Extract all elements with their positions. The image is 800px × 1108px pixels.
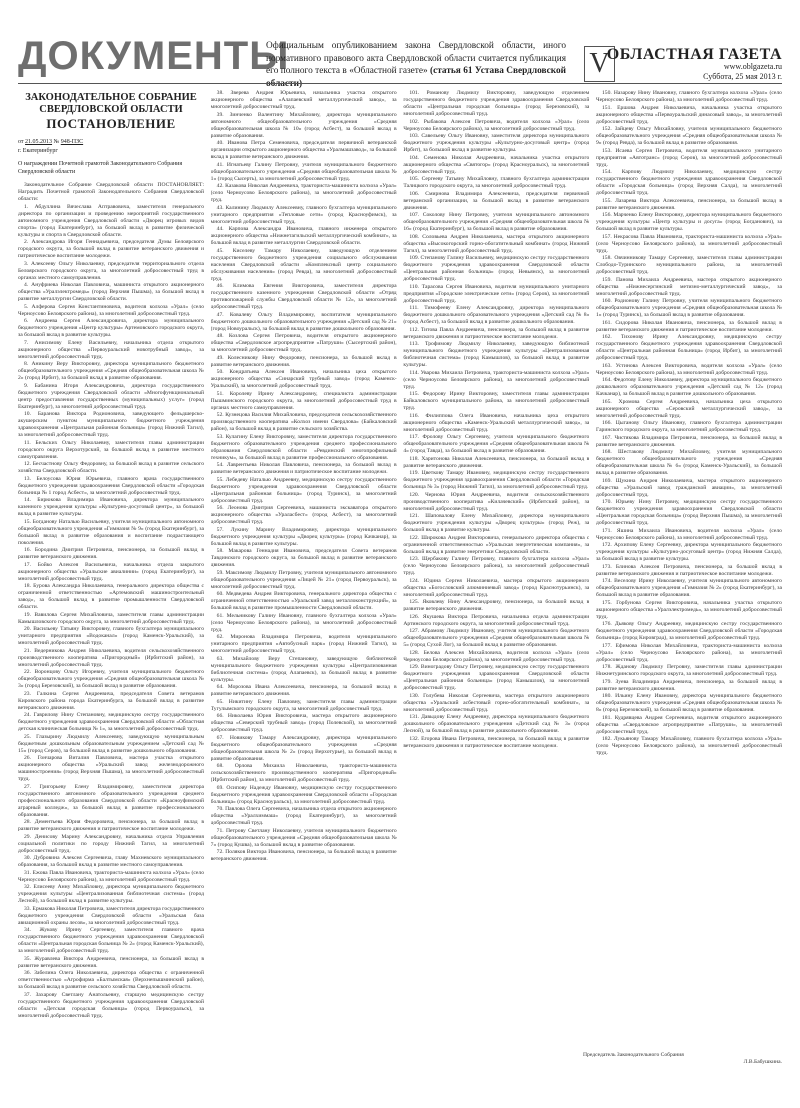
award-entry: 31. Ежова Павла Ивановича, тракториста-машиниста колхоза «Урал» (село Черноусово Белоярского района), за многолетний добросовестный труд. [18, 869, 204, 883]
award-entry: 177. Ефимова Николая Михайловича, тракториста-машиниста колхоза «Урал» (село Черноусово Белоярского района), за многолетний добросовестный труд. [595, 642, 782, 663]
award-entry: 24. Гаврилову Нину Степановну, медицинскую сестру государственного бюджетного учреждения здравоохранения Свердловской области «Областная детская клиническая больница № 1», за многолетний добросовестный труд. [18, 712, 204, 732]
award-entry: 18. Бурова Александра Николаевича, генерального директора общества с ограниченной ответственностью «Артемовский машиностроительный завод», за большой вклад в развитие промышленности Свердловской области. [18, 583, 204, 610]
award-entry: 28. Дементьева Юрия Федоровича, пенсионера, за большой вклад в развитие ветеранского движения и патриотическое воспитание молодежи. [18, 819, 204, 832]
award-entry: 113. Трофимову Людмилу Николаевну, заведующую библиотекой муниципального бюджетного учреждения культуры «Централизованная библиотечная система» (город Камышлов), за большой вклад в развитие культуры. [403, 341, 590, 368]
page-header [0, 0, 800, 82]
award-entry: 1. Абдуллина Вячеслава Аптравовича, заместителя генерального директора по организации и проведению мероприятий государственного автономного учреждения Свердловской области «Дворец игровых видов спорта» (город Екатеринбург), за большой вклад в развитие физической культуры и спорта в Свердловской области. [18, 203, 204, 238]
column-3 [403, 90, 589, 1074]
award-entry: 39. Зинченко Валентину Михайловну, директора муниципального автономного общеобразовательного учреждения «Средняя общеобразовательная школа № 10» (город Асбест), за большой вклад в развитие образования. [210, 111, 397, 139]
award-entry: 154. Карпову Людмилу Николаевну, медицинскую сестру государственного бюджетного учреждения здравоохранения Свердловской области «Городская больница» (город Верхняя Салда), за многолетний добросовестный труд. [595, 169, 782, 196]
award-entry: 20. Васильеву Татьяну Викторовну, главного бухгалтера муниципального унитарного предприятия «Водоканал» (город Каменск-Уральский), за многолетний добросовестный труд. [18, 626, 204, 646]
award-entry: 71. Петрову Светлану Николаевну, учителя муниципального бюджетного общеобразовательного учреждения «Средняя общеобразовательная школа № 7» (город Кушва), за большой вклад в развитие образования. [210, 827, 397, 848]
award-entry: 170. Юрьеву Нину Петровну, медицинскую сестру государственного бюджетного учреждения здравоохранения Свердловской области «Центральная городская больница» (город Верхняя Пышма), за многолетний добросовестный труд. [595, 499, 782, 526]
award-entry: 52. Кузнецова Василия Михайловича, председателя сельскохозяйственного производственного кооператива «Колхоз имени Свердлова» (Байкаловский район), за большой вклад в развитие сельского хозяйства. [210, 412, 397, 432]
award-entry: 55. Лебедеву Наталью Андреевну, медицинскую сестру государственного бюджетного учреждения здравоохранения Свердловской области «Центральная районная больница» (город Туринск), за многолетний добросовестный труд. [210, 476, 397, 504]
award-entry: 167. Чистякова Владимира Петровича, пенсионера, за большой вклад в развитие ветеранского движения. [595, 434, 782, 448]
award-entry: 58. Макарова Геннадия Ивановича, председателя Совета ветеранов Тавдинского городского округа, за большой вклад в развитие ветеранского движения. [210, 548, 397, 568]
award-entry: 38. Зверева Андрея Юрьевича, начальника участка открытого акционерного общества «Алапаевский металлургический завод», за многолетний добросовестный труд. [210, 90, 397, 110]
award-entry: 12. Бесчастнову Ольгу Федоровну, за большой вклад в развитие сельского хозяйства Свердловской области. [18, 461, 204, 474]
award-entry: 123. Щербакову Галину Петровну, главного бухгалтера колхоза «Урал» (село Черноусово Белоярского района), за многолетний добросовестный труд. [403, 556, 590, 576]
signature-block [583, 1052, 782, 1065]
award-entry: 8. Аникину Веру Викторовну, директора муниципального бюджетного общеобразовательного учреждения «Средняя общеобразовательная школа № 2» (город Ирбит), за большой вклад в развитие образования. [18, 361, 204, 381]
award-entry: 62. Миронова Владимира Петровича, водителя муниципального унитарного предприятия «Автобусный парк» (город Нижний Тагил), за многолетний добросовестный труд. [210, 634, 397, 654]
award-entry: 34. Жукову Ирину Сергеевну, заместителя главного врача государственного бюджетного учреждения здравоохранения Свердловской области «Центральная городская больница № 2» (город Каменск-Уральский), за многолетний добросовестный труд. [18, 927, 204, 954]
award-entry: 56. Леонова Дмитрия Сергеевича, машиниста экскаватора открытого акционерного общества «Ураласбест» (город Асбест), за многолетний добросовестный труд. [210, 505, 397, 525]
signature-name: Л.В.Бабушкина. [743, 1059, 782, 1065]
award-entry: 156. Марченко Елену Викторовну, директора муниципального бюджетного учреждения культуры «Центр культуры и досуга» (город Богданович), за большой вклад в развитие культуры. [595, 212, 782, 232]
award-entry: 64. Морозова Ивана Алексеевича, пенсионера, за большой вклад в развитие ветеранского движения. [210, 684, 397, 697]
award-entry: 120. Чернова Юрия Андреевича, водителя сельскохозяйственного производственного кооператива «Килачевский» (Ирбитский район), за многолетний добросовестный труд. [403, 491, 590, 512]
signature-role: Председатель Законодательного Собрания [583, 1052, 684, 1058]
award-entry: 35. Журавлева Виктора Андреевича, пенсионера, за большой вклад в развитие ветеранского движения. [18, 955, 204, 969]
award-entry: 68. Орлова Михаила Николаевича, тракториста-машиниста сельскохозяйственного производственного кооператива «Пригородный» (Ирбитский район), за многолетний добросовестный труд. [210, 763, 397, 783]
award-entry: 101. Романову Людмилу Викторовну, заведующую отделением государственного бюджетного учреждения здравоохранения Свердловской области «Центральная городская больница» (город Березовский), за многолетний добросовестный труд. [403, 90, 590, 117]
award-entry: 45. Киселеву Тамару Николаевну, заведующую отделением государственного бюджетного учреждения социального обслуживания населения Свердловской области «Комплексный центр социального обслуживания населения» (город Ревда), за многолетний добросовестный труд. [210, 247, 397, 282]
law-date-line [18, 138, 204, 146]
award-entry: 51. Королеву Ирину Александровну, специалиста администрации Пышминского городского округа, за многолетний добросовестный труд в органах местного самоуправления. [210, 390, 397, 411]
award-entry: 180. Ильину Елену Ивановну, директора муниципального бюджетного общеобразовательного учреждения «Средняя общеобразовательная школа № 8» (город Березовский), за большой вклад в развитие образования. [595, 693, 782, 713]
award-entry: 162. Тихонову Ирину Александровну, медицинскую сестру государственного бюджетного учреждения здравоохранения Свердловской области «Центральная районная больница» (город Ирбит), за многолетний добросовестный труд. [595, 334, 782, 361]
header-divider [18, 83, 782, 84]
award-entry: 7. Анисимову Елену Васильевну, начальника отдела открытого акционерного общества «Первоуральский новотрубный завод», за многолетний добросовестный труд. [18, 339, 204, 360]
award-entry: 32. Елисееву Анну Михайловну, директора муниципального бюджетного учреждения культуры «Централизованная библиотечная система» (город Лесной), за большой вклад в развитие культуры. [18, 884, 204, 904]
award-entry: 157. Некрасова Павла Ивановича, тракториста-машиниста колхоза «Урал» (село Черноусово Белоярского района), за многолетний добросовестный труд. [595, 233, 782, 254]
award-entry: 110. Тарасова Сергея Ивановича, водителя муниципального унитарного предприятия «Городские электрические сети» (город Серов), за многолетний добросовестный труд. [403, 283, 590, 304]
number-prefix: № [53, 139, 60, 145]
award-entry: 125. Яковлеву Нину Александровну, пенсионера, за большой вклад в развитие ветеранского движения. [403, 599, 590, 612]
award-entry: 166. Цыганову Ольгу Ивановну, главного бухгалтера администрации Гаринского городского округа, за многолетний добросовестный труд. [595, 420, 782, 433]
award-entry: 174. Веселову Ирину Николаевну, учителя муниципального автономного общеобразовательного учреждения «Гимназия № 2» (город Екатеринбург), за большой вклад в развитие образования. [595, 578, 782, 598]
date-prefix: от [18, 139, 24, 145]
award-entry: 121. Шаповалову Елену Михайловну, директора муниципального бюджетного учреждения культуры «Дворец культуры» (город Реж), за большой вклад в развитие культуры. [403, 513, 590, 533]
award-entry: 152. Зайцеву Ольгу Михайловну, учителя муниципального бюджетного общеобразовательного учреждения «Средняя общеобразовательная школа № 9» (город Ревда), за большой вклад в развитие образования. [595, 126, 782, 146]
award-entry: 41. Игнатьеву Галину Петровну, учителя муниципального бюджетного общеобразовательного учреждения «Средняя общеобразовательная школа № 1» (город Сысерть), за многолетний добросовестный труд. [210, 161, 397, 182]
award-entry: 16. Бородина Дмитрия Петровича, пенсионера, за большой вклад в развитие ветеранского движения. [18, 547, 204, 560]
award-entry: 27. Григорьеву Елену Владимировну, заместителя директора государственного автономного образовательного учреждения среднего профессионального образования Свердловской области «Красноуфимский аграрный колледж», за большой вклад в развитие профессионального образования. [18, 783, 204, 818]
award-entry: 163. Устинова Алексея Викторовича, водителя колхоза «Урал» (село Черноусово Белоярского района), за многолетний добросовестный труд. [595, 362, 782, 376]
award-entry: 131. Давыдову Елену Андреевну, директора муниципального бюджетного дошкольного образовательного учреждения «Детский сад № 3» (город Лесной), за большой вклад в развитие дошкольного образования. [403, 714, 590, 734]
award-entry: 15. Богданову Наталью Васильевну, учителя муниципального автономного общеобразовательного учреждения «Гимназия № 9» (город Екатеринбург), за большой вклад в развитие образования и воспитание подрастающего поколения. [18, 518, 204, 546]
award-entry: 59. Максимову Людмилу Петровну, учителя муниципального автономного общеобразовательного учреждения «Лицей № 21» (город Первоуральск), за многолетний добросовестный труд. [210, 569, 397, 590]
award-entry: 40. Иванова Петра Семеновича, председателя первичной ветеранской организации открытого акционерного общества «Уралмашзавод», за большой вклад в развитие ветеранского движения. [210, 140, 397, 160]
award-entry: 48. Козлова Сергея Петровича, водителя открытого акционерного общества «Свердловское агропредприятие «Патруши» (Сысертский район), за многолетний добросовестный труд. [210, 333, 397, 353]
newspaper-name: ОБЛАСТНАЯ ГАЗЕТА [606, 46, 782, 63]
award-entry: 22. Воронцову Ольгу Игоревну, учителя муниципального бюджетного общеобразовательного учреждения «Средняя общеобразовательная школа № 3» (город Березовский), за большой вклад в развитие образования. [18, 669, 204, 689]
notice-text: Официальным опубликованием закона Свердловской области, иного нормативного правового акта Свердловской области считается публикация его полного текста в «Областной газете» [266, 41, 566, 76]
award-entry: 6. Андреева Сергея Александровича, директора муниципального бюджетного учреждения «Центр культуры» Артемовского городского округа, за большой вклад в развитие культуры. [18, 318, 204, 338]
award-entry: 168. Шестакову Людмилу Михайловну, учителя муниципального бюджетного общеобразовательного учреждения «Средняя общеобразовательная школа № 6» (город Каменск-Уральский), за большой вклад в развитие образования. [595, 449, 782, 476]
award-entry: 122. Широкова Андрея Викторовича, генерального директора общества с ограниченной ответственностью «Уральская энергетическая компания», за большой вклад в развитие энергетики Свердловской области. [403, 534, 590, 555]
award-entry: 49. Колесникову Нину Федоровну, пенсионера, за большой вклад в развитие ветеранского движения. [210, 354, 397, 368]
award-entry: 116. Филиппова Олега Ивановича, начальника цеха открытого акционерного общества «Каменск-Уральский металлургический завод», за многолетний добросовестный труд. [403, 412, 590, 433]
award-entry: 19. Вавилова Сергея Михайловича, заместителя главы администрации Камышловского городского округа, за многолетний добросовестный труд. [18, 611, 204, 625]
award-entry: 63. Михайлову Веру Степановну, заведующую библиотекой муниципального бюджетного учреждения культуры «Централизованная библиотечная система» (город Алапаевск), за большой вклад в развитие культуры. [210, 655, 397, 683]
award-entry: 107. Соколову Нину Петровну, учителя муниципального автономного общеобразовательного учреждения «Средняя общеобразовательная школа № 16» (город Екатеринбург), за большой вклад в развитие образования. [403, 212, 590, 232]
award-entry: 21. Ведерникова Андрея Николаевича, водителя сельскохозяйственного производственного кооператива «Пригородный» (Ирбитский район), за многолетний добросовестный труд. [18, 647, 204, 668]
law-date: 21.05.2013 [25, 139, 53, 145]
award-entry: 130. Голубева Николая Сергеевича, мастера открытого акционерного общества «Уральский асбестовый горно-обогатительный комбинат», за многолетний добросовестный труд. [403, 692, 590, 713]
award-entry: 104. Семенова Николая Андреевича, начальника участка открытого акционерного общества «Святогор» (город Красноуральск), за многолетний добросовестный труд. [403, 154, 590, 175]
award-entry: 160. Родионову Галину Петровну, учителя муниципального бюджетного общеобразовательного учреждения «Средняя общеобразовательная школа № 1» (город Туринск), за большой вклад в развитие образования. [595, 298, 782, 318]
award-entry: 23. Галкина Сергея Андреевича, председателя Совета ветеранов Кировского района города Екатеринбурга, за большой вклад в развитие ветеранского движения. [18, 690, 204, 711]
award-entry: 165. Хромова Сергея Андреевича, начальника цеха открытого акционерного общества «Серовский металлургический завод», за многолетний добросовестный труд. [595, 398, 782, 419]
award-entry: 161. Сидорова Николая Ивановича, пенсионера, за большой вклад в развитие ветеранского движения и патриотическое воспитание молодежи. [595, 319, 782, 333]
column-2 [211, 90, 397, 1074]
award-entry: 53. Кулагину Елену Викторовну, заместителя директора государственного бюджетного образовательного учреждения среднего профессионального образования Свердловской области «Ревдинский многопрофильный техникум», за большой вклад в развитие профессионального образования. [210, 433, 397, 461]
award-entry: 33. Ермакова Николая Петровича, заместителя директора государственного бюджетного учреждения Свердловской области «Уральская база авиационной охраны лесов», за многолетний добросовестный труд. [18, 905, 204, 926]
award-entry: 112. Титова Павла Андреевича, пенсионера, за большой вклад в развитие ветеранского движения и патриотическое воспитание молодежи. [403, 326, 590, 340]
award-entry: 36. Забелина Олега Николаевича, директора общества с ограниченной ответственностью «Агрофирма «Балтымская» (Верхнепышминский район), за большой вклад в развитие сельского хозяйства Свердловской области. [18, 970, 204, 990]
award-entry: 155. Лазарева Виктора Алексеевича, пенсионера, за большой вклад в развитие ветеранского движения. [595, 197, 782, 211]
award-entry: 61. Мельникову Галину Ивановну, главного бухгалтера колхоза «Урал» (село Черноусово Белоярского района), за многолетний добросовестный труд. [210, 612, 397, 633]
award-entry: 9. Бабанина Игоря Александровича, директора государственного бюджетного учреждения Свердловской области «Многофункциональный центр предоставления государственных (муниципальных) услуг» (город Екатеринбург), за многолетний добросовестный труд. [18, 382, 204, 410]
law-issuer-line-1: ЗАКОНОДАТЕЛЬНОЕ СОБРАНИЕ [25, 92, 197, 103]
logo-letter: V [589, 48, 610, 79]
law-issuer-line-2: СВЕРДЛОВСКОЙ ОБЛАСТИ [39, 104, 183, 115]
award-entry: 109. Степанову Галину Васильевну, медицинскую сестру государственного бюджетного учреждения здравоохранения Свердловской области «Центральная районная больница» (город Невьянск), за многолетний добросовестный труд. [403, 255, 590, 282]
notice-reference: (статья 61 Устава Свердловской [430, 66, 567, 76]
award-entry: 182. Лукьянову Тамару Михайловну, главного бухгалтера колхоза «Урал» (село Черноусово Белоярского района), за многолетний добросовестный труд. [595, 736, 782, 756]
award-entry: 72. Поляков Виктора Ивановича, пенсионера, за большой вклад в развитие ветеранского движения. [210, 849, 397, 862]
award-entry: 29. Денисову Марину Александровну, начальника отдела Управления социальной политики по городу Нижний Тагил, за многолетний добросовестный труд. [18, 833, 204, 854]
law-topic: О награждении Почетной грамотой Законодательного Собрания Свердловской области [18, 161, 183, 175]
award-entry: 50. Кондратьева Алексея Ивановича, начальника цеха открытого акционерного общества «Синарский трубный завод» (город Каменск-Уральский), за многолетний добросовестный труд. [210, 369, 397, 389]
award-entry: 103. Савельеву Ольгу Ивановну, заместителя директора муниципального бюджетного учреждения культуры «Культурно-досуговый центр» (город Ирбит), за большой вклад в развитие культуры. [403, 133, 590, 153]
award-entry: 115. Федорову Ирину Викторовну, заместителя главы администрации Байкаловского муниципального района, за многолетний добросовестный труд. [403, 391, 590, 411]
award-entry: 175. Горбунова Сергея Викторовича, начальника участка открытого акционерного общества «Уралэлектромедь», за многолетний добросовестный труд. [595, 599, 782, 620]
award-entry: 179. Зуева Владимира Андреевича, пенсионера, за большой вклад в развитие ветеранского движения. [595, 678, 782, 692]
award-entry: 128. Белова Алексея Михайловича, водителя колхоза «Урал» (село Черноусово Белоярского района), за многолетний добросовестный труд. [403, 649, 590, 663]
award-entry: 26. Гончарова Виталия Павловича, мастера участка открытого акционерного общества «Уральский завод железнодорожного машиностроения» (город Верхняя Пышма), за многолетний добросовестный труд. [18, 755, 204, 782]
award-entry: 119. Цветкову Тамару Ивановну, медицинскую сестру государственного бюджетного учреждения здравоохранения Свердловской области «Городская больница № 3» (город Нижний Тагил), за многолетний добросовестный труд. [403, 470, 590, 490]
award-entry: 127. Абрамову Людмилу Ивановну, учителя муниципального бюджетного общеобразовательного учреждения «Средняя общеобразовательная школа № 5» (город Сухой Лог), за большой вклад в развитие образования. [403, 628, 590, 648]
award-entry: 44. Карпова Александра Ивановича, главного инженера открытого акционерного общества «Нижнетагильский металлургический комбинат», за большой вклад в развитие металлургии Свердловской области. [210, 226, 397, 246]
award-entry: 164. Федотову Елену Николаевну, директора муниципального бюджетного дошкольного образовательного учреждения «Детский сад № 12» (город Качканар), за большой вклад в развитие дошкольного образования. [595, 377, 782, 397]
award-entry: 60. Медведева Андрея Викторовича, генерального директора общества с ограниченной ответственностью «Уральский завод металлоконструкций», за большой вклад в развитие промышленности Свердловской области. [210, 591, 397, 611]
award-entry: 171. Яшина Михаила Ивановича, водителя колхоза «Урал» (село Черноусово Белоярского района), за многолетний добросовестный труд. [595, 527, 782, 541]
award-entry: 5. Алферова Сергея Константиновича, водителя колхоза «Урал» (село Черноусово Белоярского района), за многолетний добросовестный труд. [18, 303, 204, 317]
award-entry: 70. Павлова Олега Сергеевича, начальника отдела открытого акционерного общества «Уралхиммаш» (город Екатеринбург), за многолетний добросовестный труд. [210, 806, 397, 826]
award-entry: 114. Уварова Михаила Петровича, тракториста-машиниста колхоза «Урал» (село Черноусово Белоярского района), за многолетний добросовестный труд. [403, 369, 590, 390]
award-entry: 176. Дьякову Ольгу Андреевну, медицинскую сестру государственного бюджетного учреждения здравоохранения Свердловской области «Городская больница» (город Кировград), за многолетний добросовестный труд. [595, 621, 782, 641]
award-entry: 178. Жданову Людмилу Петровну, заместителя главы администрации Нижнетуринского городского округа, за многолетний добросовестный труд. [595, 664, 782, 677]
award-entry: 10. Баранова Виктора Родионовича, заведующего фельдшерско-акушерским пунктом муниципального бюджетного учреждения здравоохранения «Центральная районная больница» (город Нижний Тагил), за многолетний добросовестный труд. [18, 411, 204, 438]
award-entry: 43. Калинину Людмилу Алексеевну, главного бухгалтера муниципального унитарного предприятия «Тепловые сети» (город Красноуфимск), за многолетний добросовестный труд. [210, 204, 397, 225]
law-city: г. Екатеринбург [18, 148, 58, 154]
award-entry: 47. Ковалеву Ольгу Владимировну, воспитателя муниципального бюджетного дошкольного образовательного учреждения «Детский сад № 21» (город Новоуральск), за большой вклад в развитие дошкольного образования. [210, 311, 397, 332]
award-entry: 117. Фролову Ольгу Сергеевну, учителя муниципального бюджетного общеобразовательного учреждения «Средняя общеобразовательная школа № 4» (город Тавда), за большой вклад в развитие образования. [403, 434, 590, 454]
award-entry: 67. Новикову Тамару Александровну, директора муниципального бюджетного общеобразовательного учреждения «Средняя общеобразовательная школа № 2» (город Верхотурье), за большой вклад в развитие образования. [210, 734, 397, 762]
award-entry: 151. Ершова Андрея Николаевича, начальника участка открытого акционерного общества «Первоуральский динасовый завод», за многолетний добросовестный труд. [595, 104, 782, 125]
column-4 [596, 90, 782, 1074]
award-entry: 150. Назарову Нину Ивановну, главного бухгалтера колхоза «Урал» (село Черноусово Белоярского района), за многолетний добросовестный труд. [595, 90, 782, 103]
award-entry: 25. Глазырину Людмилу Алексеевну, заведующую муниципальным бюджетным дошкольным образовательным учреждением «Детский сад № 15» (город Серов), за большой вклад в развитие дошкольного образования. [18, 733, 204, 754]
award-entry: 124. Юдина Сергея Николаевича, мастера открытого акционерного общества «Богословский алюминиевый завод» (город Краснотурьинск), за многолетний добросовестный труд. [403, 577, 590, 598]
award-entry: 42. Казакова Николая Андреевича, тракториста-машиниста колхоза «Урал» (село Черноусово Белоярского района), за многолетний добросовестный труд. [210, 183, 397, 203]
award-entry: 4. Ануфриева Николая Павловича, машиниста открытого акционерного общества «Уралэлектромедь» (город Верхняя Пышма), за большой вклад в развитие металлургии Свердловской области. [18, 282, 204, 302]
award-entry: 126. Якушева Виктора Петровича, начальника отдела администрации Артинского городского округа, за многолетний добросовестный труд. [403, 613, 590, 627]
law-number: 948-ПЗС [60, 139, 84, 145]
award-entry: 13. Белоусова Юрия Юрьевича, главного врача государственного бюджетного учреждения здравоохранения Свердловской области «Городская больница № 1 город Асбест», за многолетний добросовестный труд. [18, 475, 204, 496]
issue-date: Суббота, 25 мая 2013 г. [703, 72, 782, 81]
law-preamble: Законодательное Собрание Свердловской области ПОСТАНОВЛЯЕТ: Наградить Почетной грамотой Законодательного Собрания Свердловской области: [18, 182, 204, 202]
award-entry: 37. Захарову Светлану Анатольевну, старшую медицинскую сестру государственного бюджетного учреждения здравоохранения Свердловской области «Детская городская больница» (город Первоуральск), за многолетний добросовестный труд. [18, 991, 204, 1019]
law-heading [18, 92, 204, 132]
article-columns [18, 90, 782, 1074]
award-entry: 14. Бирюкова Владимира Ивановича, директора муниципального казенного учреждения культуры «Культурно-досуговый центр», за большой вклад в развитие культуры. [18, 497, 204, 517]
award-entry: 105. Сергееву Татьяну Михайловну, главного бухгалтера администрации Талицкого городского округа, за многолетний добросовестный труд. [403, 176, 590, 189]
award-entry: 108. Соловьева Андрея Николаевича, мастера открытого акционерного общества «Высокогорский горно-обогатительный комбинат» (город Нижний Тагил), за многолетний добросовестный труд. [403, 233, 590, 254]
newspaper-website: www.oblgazeta.ru [723, 62, 782, 71]
award-entry: 172. Архипову Елену Сергеевну, директора муниципального бюджетного учреждения культуры «Культурно-досуговый центр» (город Нижняя Салда), за большой вклад в развитие культуры. [595, 542, 782, 562]
award-entry: 129. Виноградову Ольгу Петровну, медицинскую сестру государственного бюджетного учреждения здравоохранения Свердловской области «Центральная районная больница» (город Камышлов), за многолетний добросовестный труд. [403, 664, 590, 691]
award-entry: 132. Егорова Ивана Петровича, пенсионера, за большой вклад в развитие ветеранского движения и патриотическое воспитание молодежи. [403, 735, 590, 749]
award-entry: 57. Лукину Марину Владимировну, директора муниципального бюджетного учреждения культуры «Дворец культуры» (город Качканар), за большой вклад в развитие культуры. [210, 526, 397, 547]
award-entry: 66. Николаева Юрия Викторовича, мастера открытого акционерного общества «Северский трубный завод» (город Полевской), за многолетний добросовестный труд. [210, 713, 397, 733]
award-entry: 102. Рыбакова Алексея Петровича, водителя колхоза «Урал» (село Черноусово Белоярского района), за многолетний добросовестный труд. [403, 118, 590, 132]
award-entry: 46. Климова Евгения Викторовича, заместителя директора государственного казенного учреждения Свердловской области «Отряд противопожарной службы Свердловской области № 12», за многолетний добросовестный труд. [210, 283, 397, 310]
award-entry: 30. Дубровина Алексея Сергеевича, главу Махневского муниципального образования, за большой вклад в развитие местного самоуправления. [18, 855, 204, 868]
award-entry: 3. Алексееву Ольгу Николаевну, председателя территориального отдела Белоярского городского округа, за многолетний добросовестный труд в органах местного самоуправления. [18, 260, 204, 281]
award-entry: 11. Бельских Ольгу Николаевну, заместителя главы администрации городского округа Верхотурский, за большой вклад в развитие местного самоуправления. [18, 439, 204, 460]
award-entry: 111. Тимофееву Елену Александровну, директора муниципального бюджетного дошкольного образовательного учреждения «Детский сад № 8» (город Асбест), за большой вклад в развитие дошкольного образования. [403, 305, 590, 325]
award-entry: 65. Никитину Елену Павловну, заместителя главы администрации Тугулымского городского округа, за многолетний добросовестный труд. [210, 698, 397, 712]
section-title: ДОКУМЕНТЫ [18, 34, 290, 78]
award-entry: 181. Кудрявцева Андрея Сергеевича, водителя открытого акционерного общества «Свердловское агропредприятие «Патруши», за многолетний добросовестный труд. [595, 714, 782, 735]
award-entry: 159. Панова Михаила Андреевича, мастера открытого акционерного общества «Нижнесергинский метизно-металлургический завод», за многолетний добросовестный труд. [595, 276, 782, 297]
award-entry: 169. Щукина Андрея Николаевича, мастера открытого акционерного общества «Уральский завод гражданской авиации», за многолетний добросовестный труд. [595, 477, 782, 498]
award-entry: 54. Лаврентьева Николая Павловича, пенсионера, за большой вклад в развитие ветеранского движения и патриотическое воспитание молодежи. [210, 462, 397, 475]
award-entry: 153. Исаева Сергея Петровича, водителя муниципального унитарного предприятия «Автотранс» (город Серов), за многолетний добросовестный труд. [595, 147, 782, 168]
award-entry: 17. Бойко Алексея Васильевича, начальника отдела закрытого акционерного общества «Уральские авиалинии» (город Екатеринбург), за многолетний добросовестный труд. [18, 561, 204, 582]
law-document-type: ПОСТАНОВЛЕНИЕ [46, 116, 176, 131]
award-entry: 69. Осипову Надежду Ивановну, медицинскую сестру государственного бюджетного учреждения здравоохранения Свердловской области «Городская больница» (город Красноуральск), за многолетний добросовестный труд. [210, 784, 397, 805]
award-entry: 106. Смирнова Владимира Алексеевича, председателя первичной ветеранской организации, за большой вклад в развитие ветеранского движения. [403, 190, 590, 211]
award-entry: 158. Овчинникову Тамару Сергеевну, заместителя главы администрации Слободо-Туринского муниципального района, за многолетний добросовестный труд. [595, 255, 782, 275]
award-entry: 173. Блинова Алексея Петровича, пенсионера, за большой вклад в развитие ветеранского движения и патриотическое воспитание молодежи. [595, 563, 782, 577]
award-entry: 118. Харитонова Николая Алексеевича, пенсионера, за большой вклад в развитие ветеранского движения. [403, 455, 590, 469]
award-entry: 2. Александрова Игоря Геннадьевича, председателя Думы Белоярского городского округа, за большой вклад в развитие ветеранского движения и патриотическое воспитание молодежи. [18, 239, 204, 259]
column-1 [18, 90, 204, 1074]
